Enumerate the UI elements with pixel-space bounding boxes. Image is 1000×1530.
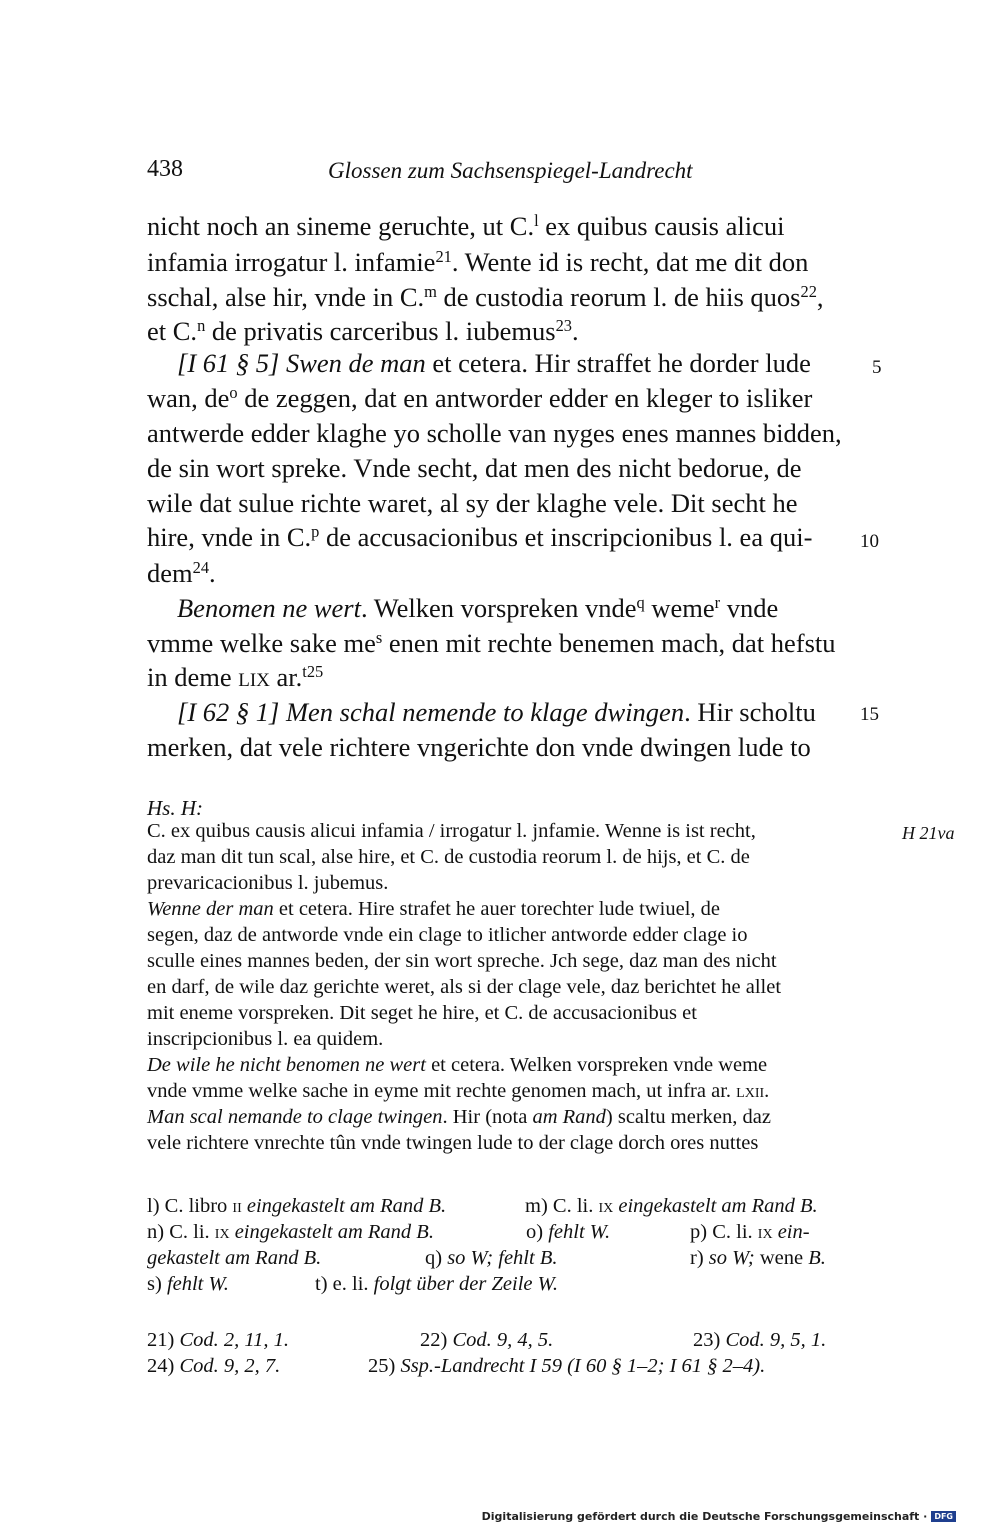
note-s: s) fehlt W. xyxy=(147,1273,229,1295)
note-q: q) so W; fehlt B. xyxy=(425,1247,558,1269)
main-line-2: infamia irrogatur l. infamie$^{21}$. Wente id is recht, dat me dit don xyxy=(147,246,809,277)
main-line-8: de sin wort spreke. Vnde secht, dat men des nicht bedorue, de xyxy=(147,453,802,483)
dfg-logo: DFG xyxy=(931,1511,956,1522)
manuscript-label: Hs. H: xyxy=(147,796,203,820)
hs-line-6: sculle eines mannes beden, der sin wort spreche. Jch sege, daz man des nicht xyxy=(147,950,777,972)
hs-line-9: inscripcionibus l. ea quidem. xyxy=(147,1028,384,1050)
hs-line-2: daz man dit tun scal, alse hire, et C. de custodia reorum l. de hijs, et C. de xyxy=(147,846,750,868)
running-title: Glossen zum Sachsenspiegel-Landrecht xyxy=(328,158,693,183)
note-r: r) so W; wene B. xyxy=(690,1247,826,1269)
line-number-10: 10 xyxy=(860,531,879,552)
main-line-15: [I 62 § 1] Men schal nemende to klage dwingen. Hir scholtu xyxy=(177,697,816,727)
hs-line-13: vele richtere vnrechte tûn vnde twingen lude to der clage dorch ores nuttes xyxy=(147,1132,759,1154)
note-t: t) e. li. folgt über der Zeile W. xyxy=(315,1273,558,1295)
main-line-3: sschal, alse hir, vnde in C.$^m$ de custodia reorum l. de hiis quos$^{22}$, xyxy=(147,281,824,312)
note-p-cont: gekastelt am Rand B. xyxy=(147,1247,322,1269)
margin-reference: H 21va xyxy=(902,823,955,843)
hs-line-12: Man scal nemande to clage twingen. Hir (nota am Rand) scaltu merken, daz xyxy=(147,1106,771,1128)
hs-line-11: vnde vmme welke sache in eyme mit rechte genomen mach, ut infra ar. lxii. xyxy=(147,1080,770,1102)
hs-line-1: C. ex quibus causis alicui infamia / irrogatur l. jnfamie. Wenne is ist recht, xyxy=(147,820,756,842)
source-21: 21) Cod. 2, 11, 1. xyxy=(147,1329,289,1351)
main-line-9: wile dat sulue richte waret, al sy der klaghe vele. Dit secht he xyxy=(147,488,798,518)
note-p: p) C. li. ix ein- xyxy=(690,1221,810,1243)
main-line-12: Benomen ne wert. Welken vorspreken vnde$^q$ weme$^r$ vnde xyxy=(177,592,779,623)
hs-line-4: Wenne der man et cetera. Hire strafet he auer torechter lude twiuel, de xyxy=(147,898,720,920)
main-line-1: nicht noch an sineme geruchte, ut C.$^l$ ex quibus causis alicui xyxy=(147,210,785,241)
main-line-5: [I 61 § 5] Swen de man et cetera. Hir straffet he dorder lude xyxy=(177,348,811,378)
main-line-14: in deme lix ar.$^{t25}$ xyxy=(147,661,324,692)
main-line-11: dem$^{24}$. xyxy=(147,557,216,588)
source-25: 25) Ssp.-Landrecht I 59 (I 60 § 1–2; I 61 § 2–4). xyxy=(368,1355,766,1377)
hs-line-10: De wile he nicht benomen ne wert et cetera. Welken vorspreken vnde weme xyxy=(147,1054,768,1076)
hs-line-3: prevaricacionibus l. jubemus. xyxy=(147,872,389,894)
main-line-13: vmme welke sake $me^s$ enen mit rechte benemen mach, dat hefstu xyxy=(147,627,836,658)
main-line-10: hire, vnde in C.$^p$ de accusacionibus et inscripcionibus l. ea qui- xyxy=(147,521,813,552)
note-o: o) fehlt W. xyxy=(526,1221,611,1243)
note-m: m) C. li. ix eingekastelt am Rand B. xyxy=(525,1195,818,1217)
hs-line-8: mit eneme vorspreken. Dit seget he hire, et C. de accusacionibus et xyxy=(147,1002,697,1024)
main-line-4: et C.$^n$ de privatis carceribus l. iubemus$^{23}$. xyxy=(147,315,579,346)
source-24: 24) Cod. 9, 2, 7. xyxy=(147,1355,281,1377)
note-l: l) C. libro ii eingekastelt am Rand B. xyxy=(147,1195,447,1217)
source-23: 23) Cod. 9, 5, 1. xyxy=(693,1329,827,1351)
hs-line-5: segen, daz de antworde vnde ein clage to itlicher antworde edder clage io xyxy=(147,924,748,946)
line-number-5: 5 xyxy=(872,357,882,378)
main-line-6: wan, $de^o$ de zeggen, dat en antworder edder en kleger to isliker xyxy=(147,382,813,413)
main-line-16: merken, dat vele richtere vngerichte don vnde dwingen lude to xyxy=(147,732,811,762)
digitization-credit xyxy=(482,1510,956,1523)
page-number: 438 xyxy=(147,156,183,182)
main-line-7: antwerde edder klaghe yo scholle van nyges enes mannes bidden, xyxy=(147,418,842,448)
hs-line-7: en darf, de wile daz gerichte weret, als si der clage vele, daz berichtet he allet xyxy=(147,976,782,998)
credit-text: Digitalisierung gefördert durch die Deutsche Forschungsgemeinschaft · xyxy=(481,1510,928,1523)
source-22: 22) Cod. 9, 4, 5. xyxy=(420,1329,554,1351)
note-n: n) C. li. ix eingekastelt am Rand B. xyxy=(147,1221,434,1243)
line-number-15: 15 xyxy=(860,704,879,725)
